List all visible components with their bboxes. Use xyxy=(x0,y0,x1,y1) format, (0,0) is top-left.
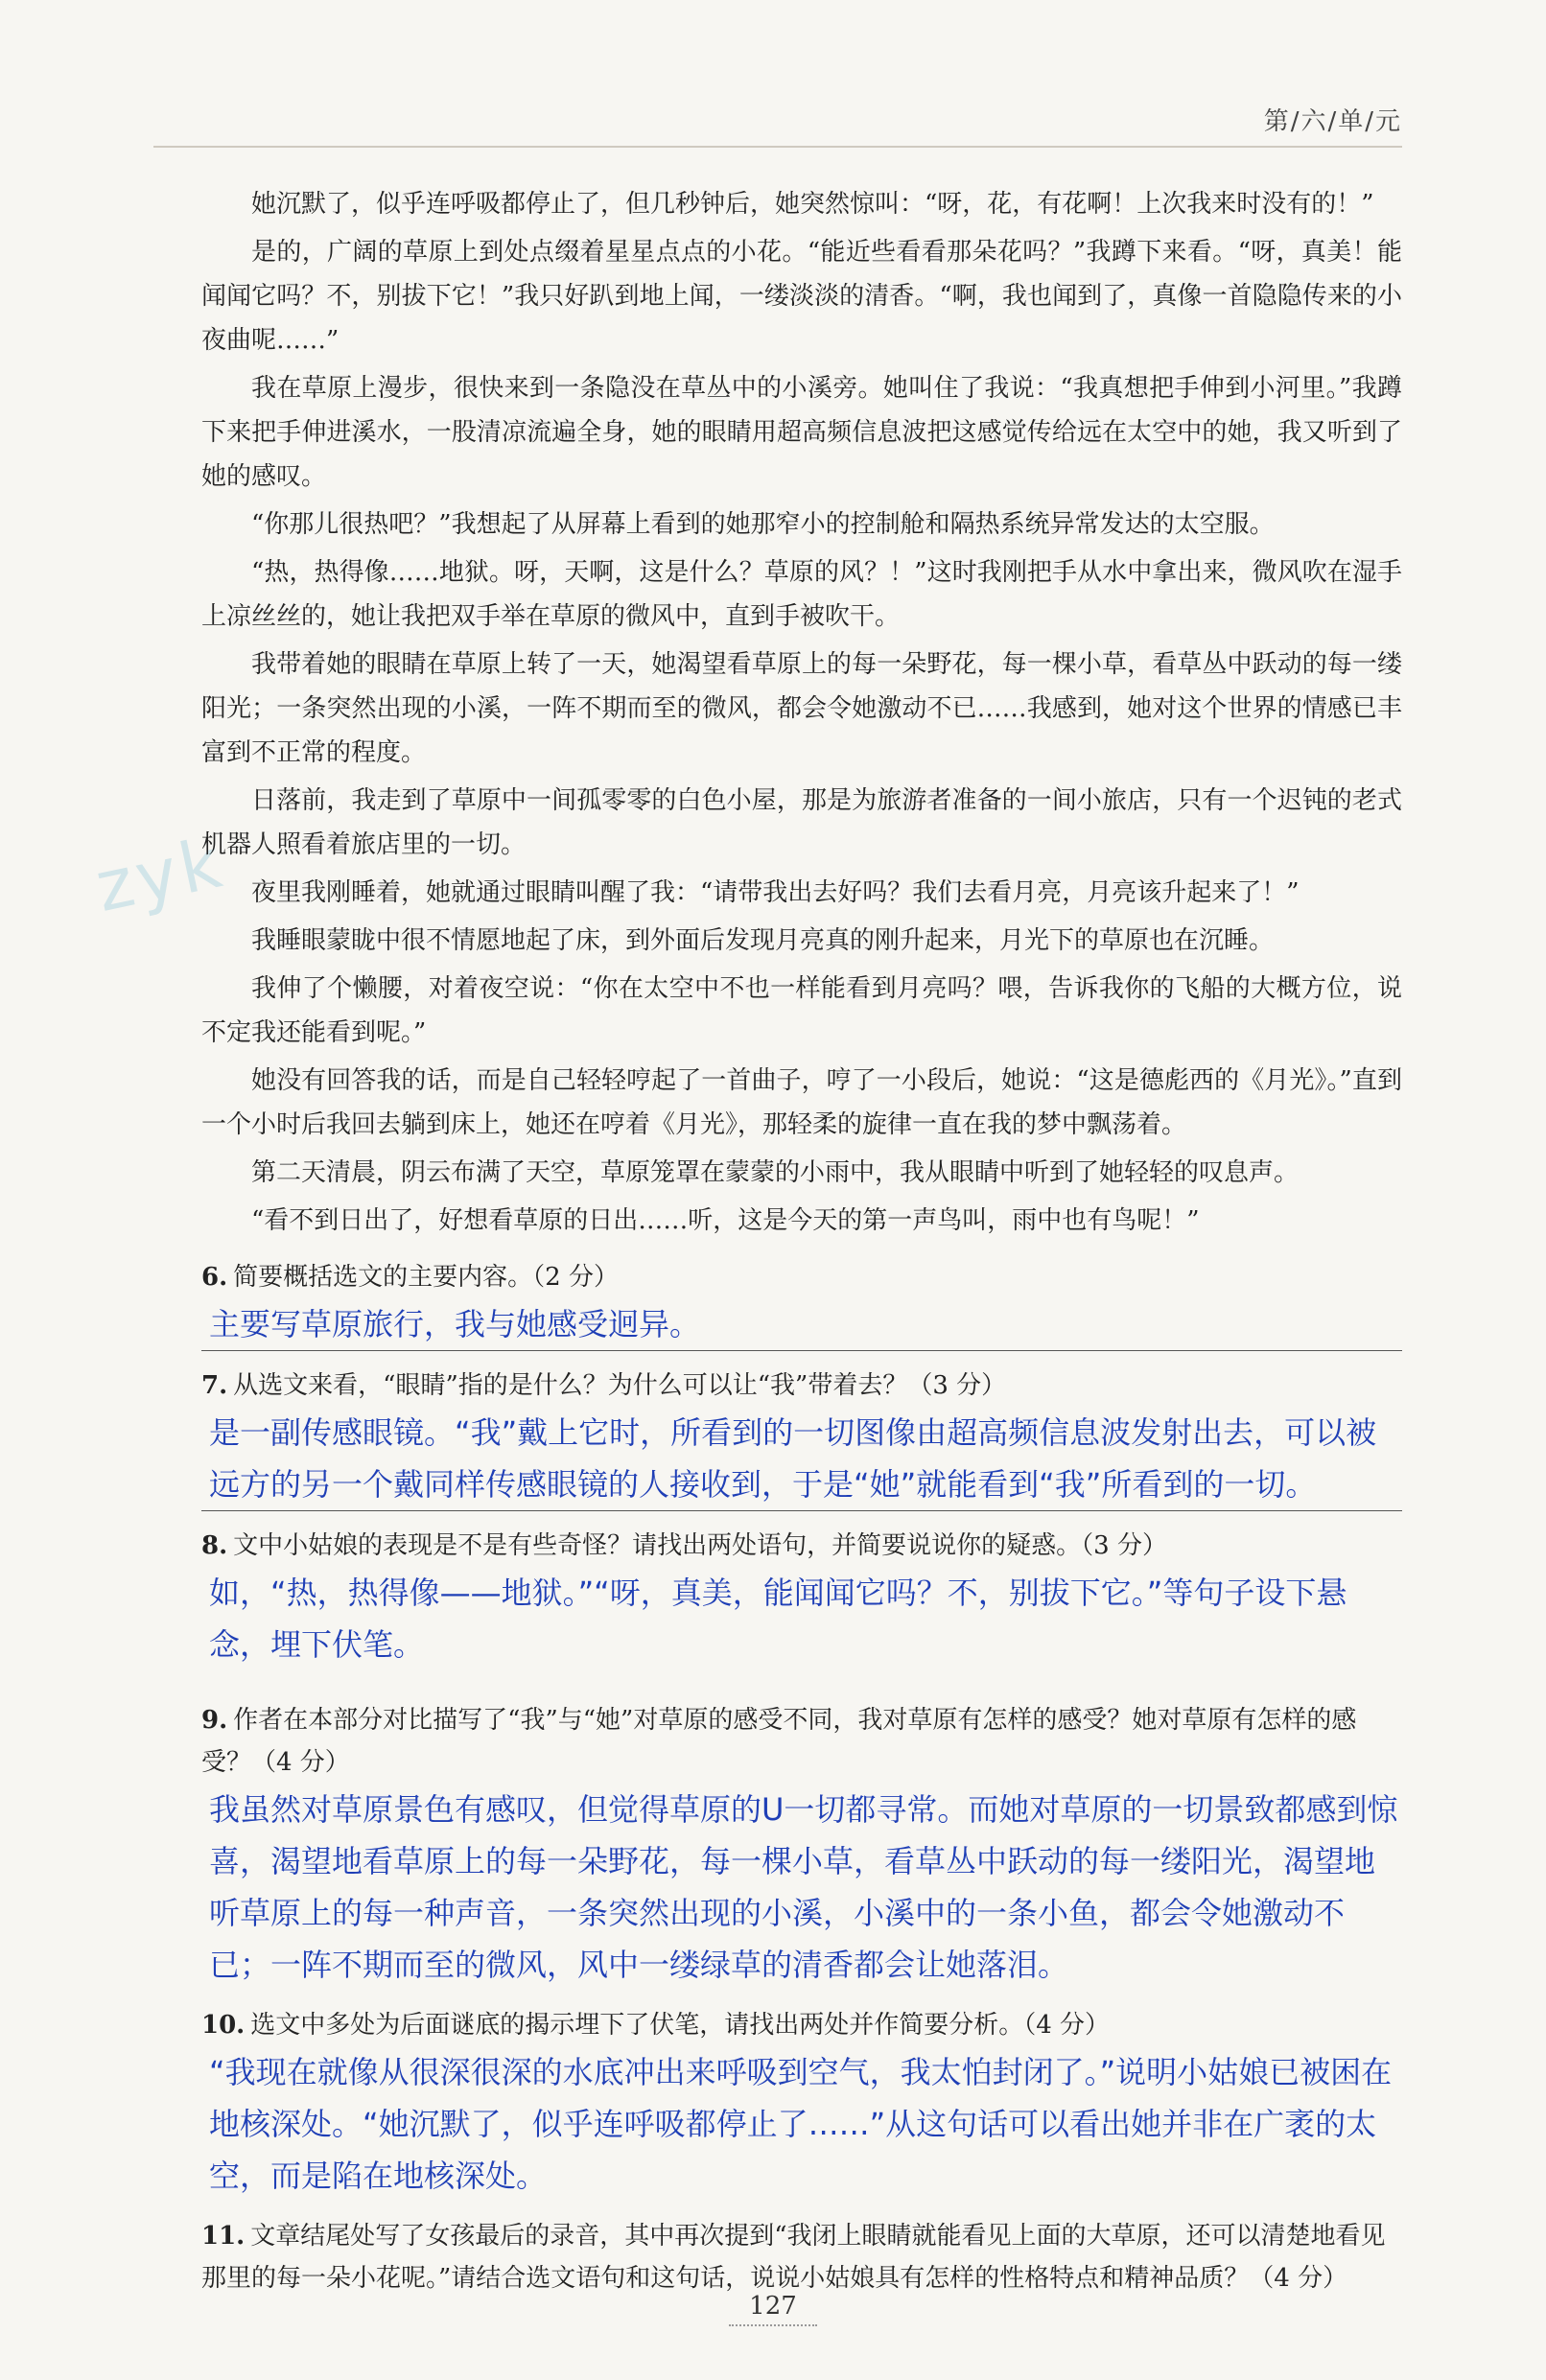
passage xyxy=(201,182,1402,1243)
passage-paragraph: 夜里我刚睡着，她就通过眼睛叫醒了我：“请带我出去好吗？我们去看月亮，月亮该升起来了！” xyxy=(251,878,1300,907)
passage-paragraph: “看不到日出了，好想看草原的日出……听，这是今天的第一声鸟叫，雨中也有鸟呢！” xyxy=(251,1206,1200,1235)
question-9 xyxy=(201,1699,1402,1991)
watermark: zyk xyxy=(88,821,232,928)
page-number: 127 xyxy=(749,2292,797,2321)
question-text xyxy=(201,1365,1402,1407)
answer-area[interactable] xyxy=(201,1407,1402,1511)
answer-area[interactable] xyxy=(201,1784,1402,1991)
question-text xyxy=(201,2004,1402,2046)
question-number: 6. xyxy=(201,1263,228,1292)
content xyxy=(201,182,1402,2299)
passage-paragraph: 我睡眼蒙眬中很不情愿地起了床，到外面后发现月亮真的刚升起来，月光下的草原也在沉睡。 xyxy=(251,926,1275,955)
passage-paragraph: “热，热得像……地狱。呀，天啊，这是什么？草原的风？！”这时我刚把手从水中拿出来，微风吹在湿手上凉丝丝的，她让我把双手举在草原的微风中，直到手被吹干。 xyxy=(201,558,1402,631)
passage-paragraph: 是的，广阔的草原上到处点缀着星星点点的小花。“能近些看看那朵花吗？”我蹲下来看。“呀，真美！能闻闻它吗？不，别拔下它！”我只好趴到地上闻，一缕淡淡的清香。“啊，我也闻到了，真像一首隐隐传来的小夜曲呢……” xyxy=(201,238,1402,355)
answer-line xyxy=(201,1350,1402,1351)
handwritten-answer: 我虽然对草原景色有感叹，但觉得草原的U一切都寻常。而她对草原的一切景致都感到惊喜，渴望地看草原上的每一朵野花，每一棵小草，看草丛中跃动的每一缕阳光，渴望地听草原上的每一种声音，一条突然出现的小溪，小溪中的一条小鱼，都会令她激动不已；一阵不期而至的微风，风中一缕绿草的清香都会让她落泪。 xyxy=(209,1791,1398,1983)
question-7 xyxy=(201,1365,1402,1511)
question-prompt: 选文中多处为后面谜底的揭示埋下了伏笔，请找出两处并作简要分析。（4 分） xyxy=(250,2011,1111,2040)
question-prompt: 作者在本部分对比描写了“我”与“她”对草原的感受不同，我对草原有怎样的感受？她对草原有怎样的感受？（4 分） xyxy=(201,1706,1357,1777)
answer-area[interactable] xyxy=(201,1567,1402,1670)
handwritten-answer: 如，“热，热得像——地狱。”“呀，真美，能闻闻它吗？不，别拔下它。”等句子设下悬念，埋下伏笔。 xyxy=(209,1575,1347,1663)
passage-paragraph: 我伸了个懒腰，对着夜空说：“你在太空中不也一样能看到月亮吗？喂，告诉我你的飞船的大概方位，说不定我还能看到呢。” xyxy=(201,974,1402,1047)
answer-line xyxy=(201,1510,1402,1511)
question-prompt: 文中小姑娘的表现是不是有些奇怪？请找出两处语句，并简要说说你的疑惑。（3 分） xyxy=(233,1531,1167,1560)
question-11 xyxy=(201,2215,1402,2299)
question-prompt: 文章结尾处写了女孩最后的录音，其中再次提到“我闭上眼睛就能看见上面的大草原，还可以清楚地看见那里的每一朵小花呢。”请结合选文语句和这句话，说说小姑娘具有怎样的性格特点和精神品质？（4 分） xyxy=(201,2222,1386,2293)
question-8 xyxy=(201,1525,1402,1670)
question-text xyxy=(201,1525,1402,1567)
question-number: 9. xyxy=(201,1706,228,1735)
header-divider xyxy=(153,146,1402,148)
question-number: 8. xyxy=(201,1531,228,1560)
question-number: 7. xyxy=(201,1371,228,1400)
question-text xyxy=(201,1256,1402,1298)
question-text xyxy=(201,2215,1402,2299)
passage-paragraph: 她沉默了，似乎连呼吸都停止了，但几秒钟后，她突然惊叫：“呀，花，有花啊！上次我来时没有的！” xyxy=(251,190,1374,219)
question-prompt: 简要概括选文的主要内容。（2 分） xyxy=(233,1263,619,1292)
answer-area[interactable] xyxy=(201,2046,1402,2202)
question-prompt: 从选文来看，“眼睛”指的是什么？为什么可以让“我”带着去？（3 分） xyxy=(233,1371,1007,1400)
question-6 xyxy=(201,1256,1402,1351)
passage-paragraph: 她没有回答我的话，而是自己轻轻哼起了一首曲子，哼了一小段后，她说：“这是德彪西的《月光》。”直到一个小时后我回去躺到床上，她还在哼着《月光》，那轻柔的旋律一直在我的梦中飘荡着。 xyxy=(201,1066,1402,1139)
unit-label: 第/六/单/元 xyxy=(1263,107,1402,136)
handwritten-answer: 是一副传感眼镜。“我”戴上它时，所看到的一切图像由超高频信息波发射出去，可以被远方的另一个戴同样传感眼镜的人接收到，于是“她”就能看到“我”所看到的一切。 xyxy=(209,1414,1377,1503)
question-10 xyxy=(201,2004,1402,2202)
passage-paragraph: 日落前，我走到了草原中一间孤零零的白色小屋，那是为旅游者准备的一间小旅店，只有一个迟钝的老式机器人照看着旅店里的一切。 xyxy=(201,786,1402,859)
passage-paragraph: 我在草原上漫步，很快来到一条隐没在草丛中的小溪旁。她叫住了我说：“我真想把手伸到小河里。”我蹲下来把手伸进溪水，一股清凉流遍全身，她的眼睛用超高频信息波把这感觉传给远在太空中的她，我又听到了她的感叹。 xyxy=(201,374,1402,491)
passage-paragraph: “你那儿很热吧？”我想起了从屏幕上看到的她那窄小的控制舱和隔热系统异常发达的太空服。 xyxy=(251,510,1275,539)
passage-paragraph: 我带着她的眼睛在草原上转了一天，她渴望看草原上的每一朵野花，每一棵小草，看草丛中跃动的每一缕阳光；一条突然出现的小溪，一阵不期而至的微风，都会令她激动不已……我感到，她对这个世界的情感已丰富到不正常的程度。 xyxy=(201,650,1402,767)
question-text xyxy=(201,1699,1402,1784)
answer-area[interactable] xyxy=(201,1298,1402,1351)
handwritten-answer: “我现在就像从很深很深的水底冲出来呼吸到空气，我太怕封闭了。”说明小姑娘已被困在地核深处。“她沉默了，似乎连呼吸都停止了……”从这句话可以看出她并非在广袤的太空，而是陷在地核深处。 xyxy=(209,2054,1393,2194)
page-number-divider xyxy=(729,2324,817,2326)
question-number: 11. xyxy=(201,2222,246,2251)
passage-paragraph: 第二天清晨，阴云布满了天空，草原笼罩在蒙蒙的小雨中，我从眼睛中听到了她轻轻的叹息声。 xyxy=(251,1158,1300,1187)
handwritten-answer: 主要写草原旅行，我与她感受迥异。 xyxy=(209,1306,701,1342)
question-number: 10. xyxy=(201,2011,246,2040)
